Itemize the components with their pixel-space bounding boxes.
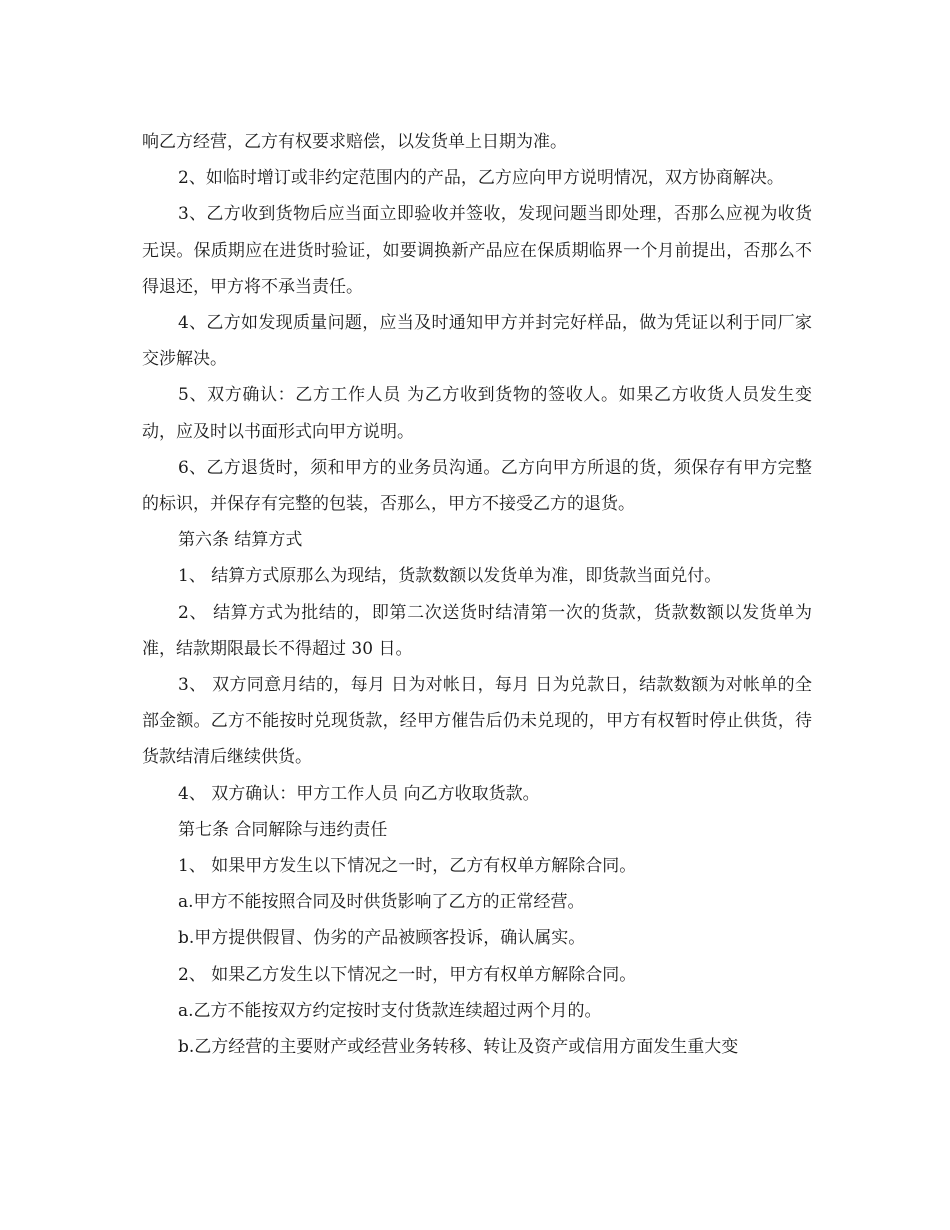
paragraph-clause-3: 3、乙方收到货物后应当面立即验收并签收，发现问题当即处理，否那么应视为收货无误。保质期应在进货时验证，如要调换新产品应在保质期临界一个月前提出，否那么不得退还，甲方将不承当责任。 [142, 204, 812, 297]
paragraph-clause-2: 2、如临时增订或非约定范围内的产品，乙方应向甲方说明情况，双方协商解决。 [178, 168, 784, 189]
paragraph-clause-4: 4、乙方如发现质量问题，应当及时通知甲方并封完好样品，做为凭证以利于同厂家交涉解决。 [142, 313, 812, 370]
paragraph-termination-1: 1、 如果甲方发生以下情况之一时，乙方有权单方解除合同。 [178, 856, 637, 877]
paragraph-termination-2b: b.乙方经营的主要财产或经营业务转移、转让及资产或信用方面发生重大变 [178, 1037, 739, 1058]
section-heading-article-6: 第六条 结算方式 [178, 530, 303, 551]
section-heading-article-7: 第七条 合同解除与违约责任 [178, 819, 388, 840]
paragraph-termination-2: 2、 如果乙方发生以下情况之一时，甲方有权单方解除合同。 [178, 964, 637, 985]
paragraph-settlement-3: 3、 双方同意月结的，每月 日为对帐日，每月 日为兑款日，结款数额为对帐单的全部金额。乙方不能按时兑现货款，经甲方催告后仍未兑现的，甲方有权暂时停止供货，待货款结清后继续供货。 [142, 675, 812, 768]
paragraph-termination-2a: a.乙方不能按双方约定按时支付货款连续超过两个月的。 [178, 1000, 602, 1021]
paragraph-clause-5: 5、双方确认：乙方工作人员 为乙方收到货物的签收人。如果乙方收货人员发生变动，应及时以书面形式向甲方说明。 [142, 385, 812, 442]
paragraph-termination-1b: b.甲方提供假冒、伪劣的产品被顾客投诉，确认属实。 [178, 928, 586, 949]
paragraph-termination-1a: a.甲方不能按照合同及时供货影响了乙方的正常经营。 [178, 892, 585, 913]
paragraph-continuation: 响乙方经营，乙方有权要求赔偿，以发货单上日期为准。 [142, 132, 567, 152]
paragraph-settlement-1: 1、 结算方式原那么为现结，货款数额以发货单为准，即货款当面兑付。 [178, 566, 722, 587]
paragraph-settlement-2: 2、 结算方式为批结的，即第二次送货时结清第一次的货款，货款数额以发货单为准，结款期限最长不得超过 30 日。 [142, 602, 812, 659]
document-body [142, 124, 812, 1065]
paragraph-settlement-4: 4、 双方确认：甲方工作人员 向乙方收取货款。 [178, 783, 540, 804]
paragraph-clause-6: 6、乙方退货时，须和甲方的业务员沟通。乙方向甲方所退的货，须保存有甲方完整的标识，并保存有完整的包装，否那么，甲方不接受乙方的退货。 [142, 457, 812, 515]
